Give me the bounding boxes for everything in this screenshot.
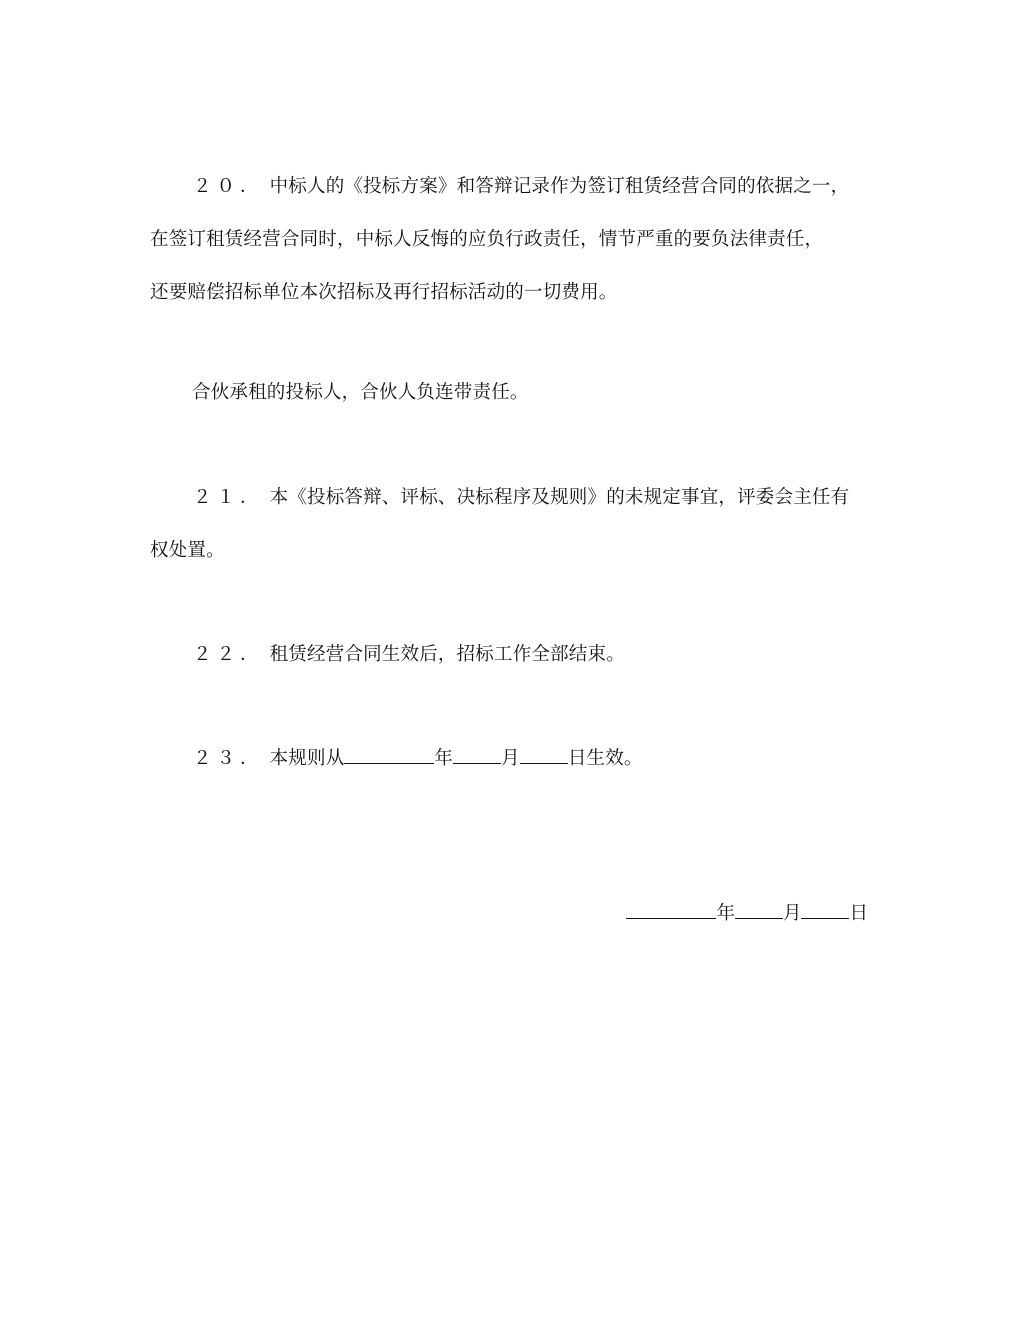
paragraph-23-month: 月 bbox=[501, 748, 520, 769]
paragraph-20-line-2: 在签订租赁经营合同时，中标人反悔的应负行政责任，情节严重的要负法律责任， bbox=[150, 229, 824, 250]
signature-month: 月 bbox=[782, 903, 802, 924]
paragraph-23-year: 年 bbox=[434, 748, 454, 769]
paragraph-22-number: ２２． bbox=[193, 644, 264, 665]
signature-month-blank bbox=[735, 900, 783, 919]
paragraph-21-number: ２１． bbox=[193, 487, 264, 508]
paragraph-21-line-2: 权处置。 bbox=[150, 540, 225, 561]
paragraph-23-prefix: 本规则从 bbox=[269, 748, 345, 769]
paragraph-20-line-1 bbox=[193, 175, 883, 199]
paragraph-21-text-1: 本《投标答辩、评标、决标程序及规则》的未规定事宜，评委会主任有 bbox=[269, 487, 850, 508]
signature-year: 年 bbox=[716, 903, 735, 924]
paragraph-20-number: ２０． bbox=[193, 176, 264, 197]
paragraph-20-text-1: 中标人的《投标方案》和答辩记录作为签订租赁经营合同的依据之一， bbox=[269, 176, 850, 197]
year-blank bbox=[344, 745, 434, 764]
paragraph-20-line-3: 还要赔偿招标单位本次招标及再行招标活动的一切费用。 bbox=[150, 282, 618, 303]
signature-day: 日 bbox=[849, 903, 868, 924]
day-blank bbox=[520, 745, 568, 764]
signature-date bbox=[626, 900, 868, 926]
paragraph-22-text: 租赁经营合同生效后，招标工作全部结束。 bbox=[269, 644, 625, 665]
paragraph-partnership: 合伙承租的投标人，合伙人负连带责任。 bbox=[192, 382, 529, 403]
paragraph-23-number: ２３． bbox=[193, 748, 264, 769]
paragraph-21-line-1 bbox=[193, 486, 883, 510]
month-blank bbox=[453, 745, 501, 764]
paragraph-23-day-suffix: 日生效。 bbox=[567, 748, 643, 769]
paragraph-23 bbox=[193, 745, 918, 771]
signature-day-blank bbox=[801, 900, 849, 919]
signature-year-blank bbox=[626, 900, 716, 919]
paragraph-22 bbox=[193, 643, 918, 667]
